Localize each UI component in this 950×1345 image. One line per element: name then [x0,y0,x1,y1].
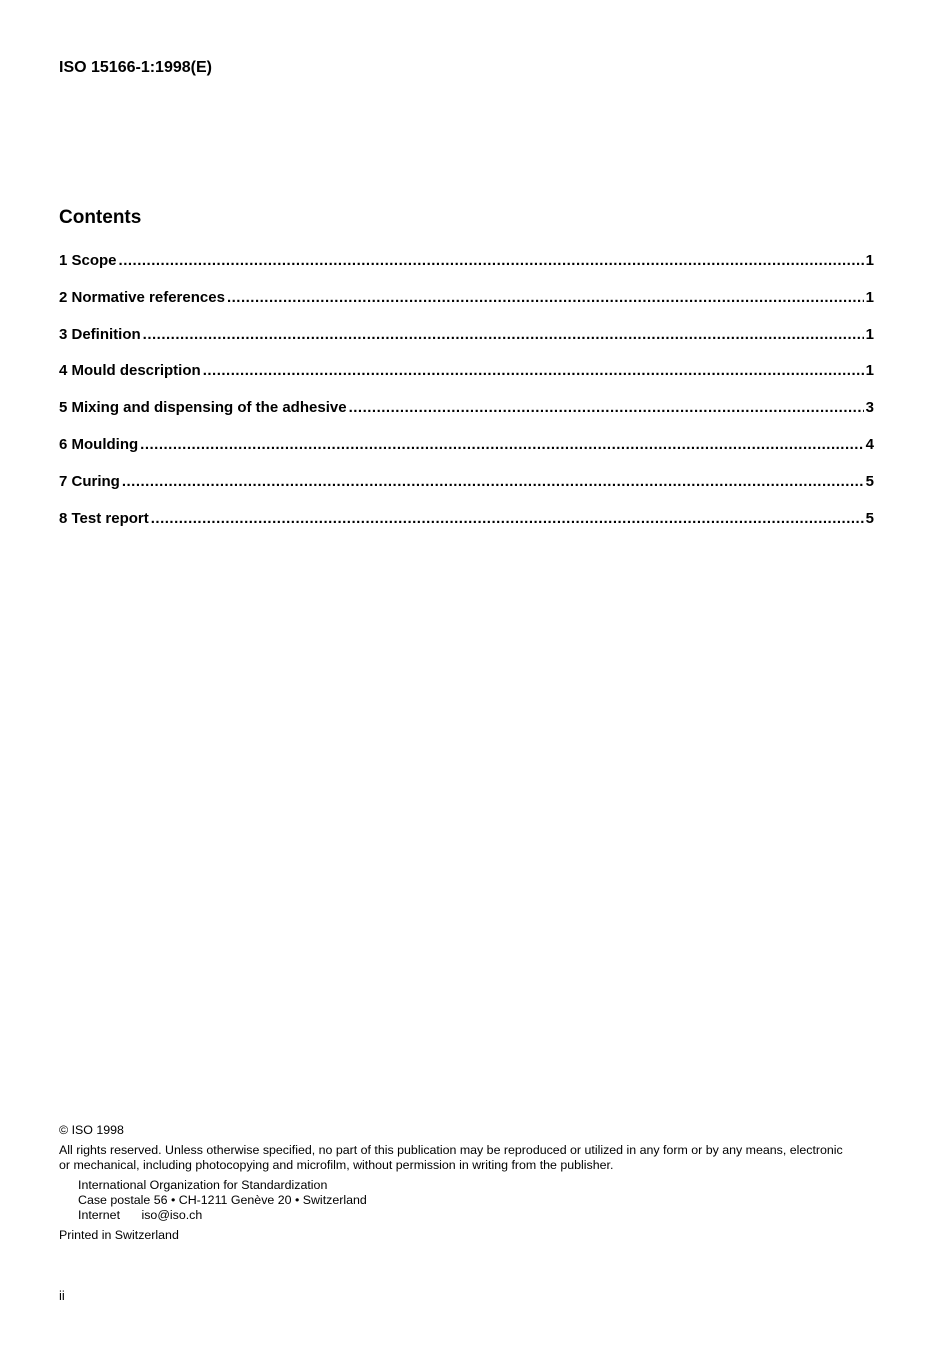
printed-in: Printed in Switzerland [59,1228,179,1242]
organization-address: Case postale 56 • CH-1211 Genève 20 • Switzerland [78,1193,367,1207]
toc-entry-page: 1 [865,288,874,306]
organization-name: International Organization for Standardization [78,1178,328,1192]
toc-entry-page: 5 [865,472,874,490]
toc-entry-label: 5 Mixing and dispensing of the adhesive [59,399,347,417]
internet-line [78,1208,202,1223]
toc-leader-dots [203,362,864,379]
contents-title: Contents [59,207,142,228]
toc-entry[interactable] [59,436,874,473]
toc-leader-dots [119,252,864,269]
toc-leader-dots [143,326,864,343]
toc-entry-page: 1 [865,325,874,343]
toc-entry[interactable] [59,252,874,289]
toc-leader-dots [227,289,864,306]
toc-entry-page: 4 [865,435,874,453]
rights-line-1: All rights reserved. Unless otherwise specified, no part of this publication may be reproduced or utilized in any form or by any means, electronic [59,1143,843,1157]
toc-entry-page: 5 [865,509,874,527]
toc-entry-page: 1 [865,362,874,380]
copyright-line: © ISO 1998 [59,1123,124,1137]
internet-label: Internet [78,1208,121,1222]
toc-entry[interactable] [59,399,874,436]
table-of-contents [59,252,874,546]
toc-entry[interactable] [59,473,874,510]
rights-line-2: or mechanical, including photocopying and microfilm, without permission in writing from the publisher. [59,1158,614,1172]
toc-entry[interactable] [59,326,874,363]
toc-entry-page: 3 [865,399,874,417]
toc-entry-label: 1 Scope [59,252,117,269]
toc-leader-dots [122,473,864,490]
toc-entry[interactable] [59,289,874,326]
toc-entry-label: 7 Curing [59,472,120,490]
toc-entry[interactable] [59,362,874,399]
internet-email-link[interactable]: iso@iso.ch [141,1208,203,1222]
toc-entry-label: 4 Mould description [59,362,201,380]
toc-entry-label: 2 Normative references [59,288,225,306]
page-number: ii [59,1288,65,1303]
toc-entry-label: 6 Moulding [59,435,139,453]
toc-entry-label: 3 Definition [59,325,141,343]
toc-leader-dots [349,399,864,416]
toc-entry-page: 1 [865,252,874,269]
toc-entry[interactable] [59,510,874,547]
toc-leader-dots [140,436,864,453]
toc-entry-label: 8 Test report [59,509,149,527]
document-id-header: ISO 15166-1:1998(E) [59,59,212,76]
toc-leader-dots [151,510,864,527]
